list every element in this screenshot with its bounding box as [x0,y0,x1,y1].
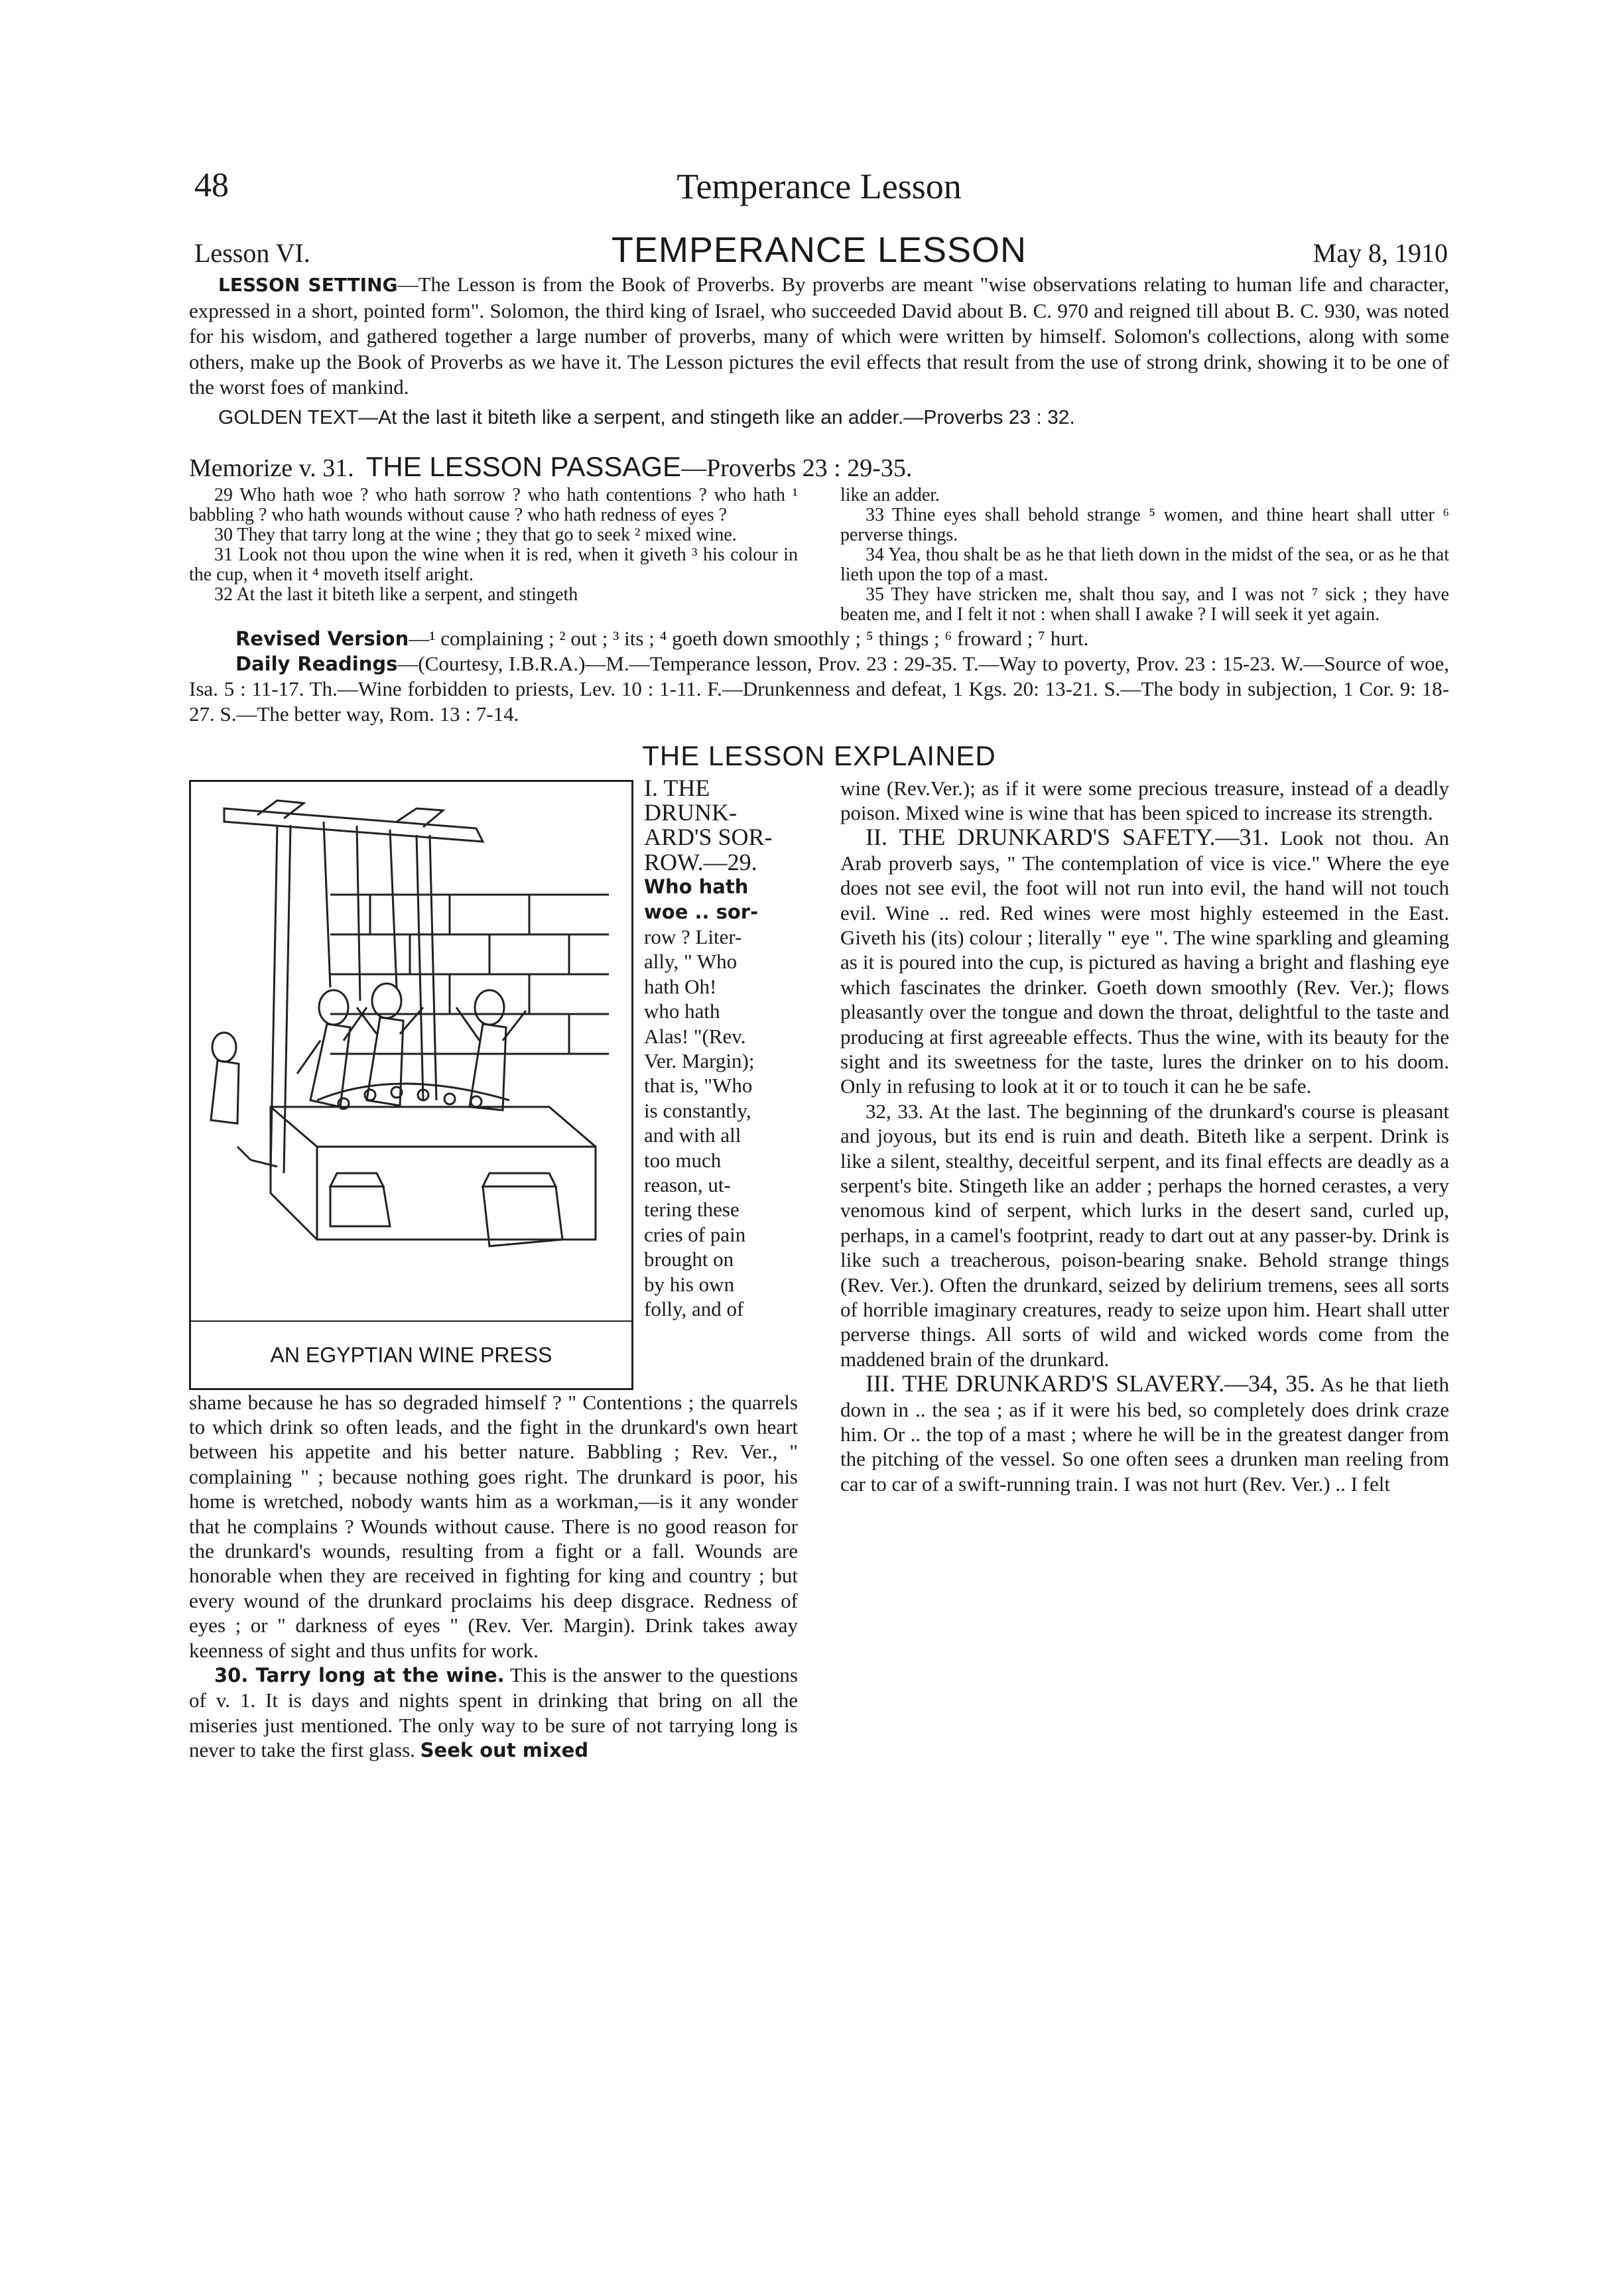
figure-caption: AN EGYPTIAN WINE PRESS [191,1320,631,1388]
verse-30-label: 30. Tarry long at the wine. [214,1663,505,1687]
section-1-line: too much [644,1148,722,1172]
verse-35: 35 They have stricken me, shalt thou say, and I was not ⁷ sick ; they have beaten me, and I felt it not : when shall I awake ? I will seek it yet again. [840,584,1449,625]
golden-text: GOLDEN TEXT—At the last it biteth like a serpent, and stingeth like an adder.—Proverbs 23 : 32. [218,406,1075,428]
section-1-line: row ? Liter- [644,925,742,948]
section-1-line: Alas! "(Rev. [644,1024,746,1048]
section-1-line: tering these [644,1198,740,1222]
explanation-left-column [189,776,798,1763]
section-1-line: who hath [644,999,720,1023]
section-1-line: ARD'S SOR- [644,824,773,851]
verse-34: 34 Yea, thou shalt be as he that lieth down in the midst of the sea, or as he that lieth upon the top of a mast. [840,544,1449,585]
lesson-title: TEMPERANCE LESSON [611,230,1027,270]
section-2 [840,825,1449,1098]
section-2-heading: II. THE DRUNKARD'S SAFETY.—31. [866,824,1269,851]
daily-readings-text: —(Courtesy, I.B.R.A.)—M.—Temperance lesson, Prov. 23 : 29-35. T.—Way to poverty, Prov. 23 : 15-23. W.—Source of woe, Isa. 5 : 11-17. Th.—Wine forbidden to priests, Lev. 10 : 1-11. F.—Drunkenness and defeat, 1 Kgs. 20: 13-21. S.—The body in subjection, 1 Cor. 9: 18-27. S.—The better way, Rom. 13 : 7-14. [189,651,1449,726]
revised-version-text: —¹ complaining ; ² out ; ³ its ; ⁴ goeth down smoothly ; ⁵ things ; ⁶ froward ; ⁷ hurt. [409,626,1089,650]
passage-heading [189,451,1449,481]
explanation-right-column [840,776,1449,1763]
verse-32-continued: like an adder. [840,484,940,505]
figure-and-intro [189,776,798,1390]
section-3-text: As he that lieth down in .. the sea ; as if it were his bed, so completely does drink craze him. Or .. the top of a mast ; where he will be in the greatest danger from the pitching of the vessel. So one often sees a drunken man reeling from car to car of a swift-running train. I was not hurt (Rev. Ver.) .. I felt [840,1373,1449,1496]
wine-press-illustration [198,789,626,1319]
section-1-line: Who hath [644,875,749,899]
verses-right-column [840,485,1449,625]
verse-30-tail: Seek out mixed [420,1739,589,1762]
section-1-line: ROW.—29. [644,848,757,875]
section-1-intro [644,776,798,1390]
section-1-line: folly, and of [644,1297,744,1321]
revised-version-label: Revised Version [235,627,409,650]
wine-press-figure [189,780,633,1390]
section-1-line: I. THE [644,774,710,801]
section-1-line: DRUNK- [644,798,737,826]
verse-30: 30 They that tarry long at the wine ; they that go to seek ² mixed wine. [214,524,737,545]
section-1-line: by his own [644,1272,735,1296]
lesson-setting [189,272,1449,401]
page-number: 48 [194,166,229,204]
lesson-setting-text: —The Lesson is from the Book of Proverbs. By proverbs are meant "wise observations relating to human life and character, expressed in a short, pointed form". Solomon, the third king of Israel, who succeeded David about B. C. 970 and reigned till about B. C. 930, was noted for his wisdom, and gathered together a large number of proverbs, many of which were written by himself. Solomon's collections, along with some others, make up the Book of Proverbs as we have it. The Lesson pictures the evil effects that result from the use of strong drink, showing it to be one of the worst foes of mankind. [189,273,1449,399]
section-1-line: cries of pain [644,1222,746,1246]
section-1-line: and with all [644,1123,741,1147]
section-1-line: ally, " Who [644,950,738,974]
lesson-line [189,224,1449,271]
section-1-line: is constantly, [644,1098,751,1122]
passage-title: THE LESSON PASSAGE [365,450,682,482]
mixed-wine-note: wine (Rev.Ver.); as if it were some precious treasure, instead of a deadly poison. Mixed wine is wine that has been spiced to increase its strength. [840,776,1449,824]
passage-notes [189,626,1449,727]
page-header [189,159,1449,219]
section-1-line: reason, ut- [644,1173,731,1196]
section-2-text: Look not thou. An Arab proverb says, " The contemplation of vice is vice." Where the eye does not see evil, the foot will not run into evil, the hand will not touch evil. Wine .. red. Red wines were most highly esteemed in the East. Giveth his (its) colour ; literally " eye ". The wine sparkling and gleaming as it is poured into the cup, is pictured as having a bright and flashing eye which fascinates the drinker. Goeth down smoothly (Rev. Ver.); flows pleasantly over the tongue and down the throat, delightful to the taste and producing at first agreeable effects. Thus the wine, with its beauty for the sight and its sweetness for the taste, lures the drinker on to his doom. Only in refusing to look at it or to touch it can he be safe. [840,826,1450,1098]
daily-readings-note [189,651,1449,727]
explanation-columns [189,776,1449,1763]
section-1-line: Ver. Margin); [644,1049,755,1072]
verse-30-note [189,1663,798,1763]
verse-31: 31 Look not thou upon the wine when it is red, when it giveth ³ his colour in the cup, when it ⁴ moveth itself aright. [189,544,798,585]
verse-32-33-note: 32, 33. At the last. The beginning of the drunkard's course is pleasant and joyous, but its end is ruin and death. Biteth like a serpent. Drink is like a silent, stealthy, deceitful serpent, and its final effects are deadly as a serpent's bite. Stingeth like an adder ; perhaps the horned cerastes, a very venomous kind of serpent, which lurks in the desert sand, curled up, perhaps, in a camel's footprint, ready to dart out at any passer-by. Drink is like such a treacherous, poison-bearing snake. Behold strange things (Rev. Ver.). Often the drunkard, seized by delirium tremens, sees all sorts of horrible imaginary creatures, ready to seize upon him. Heart shall utter perverse things. All sorts of wild and wicked words come from the maddened brain of the drunkard. [840,1099,1449,1371]
verse-30-text: This is the answer to the questions of v. 1. It is days and nights spent in drinking that bring on all the miseries just mentioned. The only way to be sure of not tarrying long is never to take the first glass. [189,1663,798,1762]
running-head: Temperance Lesson [676,166,962,206]
passage-verses [189,485,1449,625]
lesson-number: Lesson VI. [194,238,310,268]
lesson-explained-title: THE LESSON EXPLAINED [642,739,996,771]
section-1-continued: shame because he has so degraded himself ? " Contentions ; the quarrels to which drink so often leads, and the fight in the drunkard's own heart between his appetite and his better nature. Babbling ; Rev. Ver., " complaining " ; because nothing goes right. The drunkard is poor, his home is wretched, nobody wants him as a workman,—is it any wonder that he complains ? Wounds without cause. There is no good reason for the drunkard's wounds, resulting from a fight or a fall. Wounds are honorable when they are received in fighting for king and country ; but every wound of the drunkard proclaims his deep disgrace. Redness of eyes ; or " darkness of eyes " (Rev. Ver. Margin). Drink takes away keenness of sight and thus unfits for work. [189,1390,798,1662]
revised-version-note [189,626,1449,651]
memorize-verse: Memorize v. 31. [189,454,354,482]
section-1-line: hath Oh! [644,974,717,998]
verse-33: 33 Thine eyes shall behold strange ⁵ women, and thine heart shall utter ⁶ perverse things. [840,504,1449,545]
section-1-line: that is, "Who [644,1074,753,1098]
lesson-date: May 8, 1910 [1313,238,1448,268]
daily-readings-label: Daily Readings [235,652,398,675]
section-1-line: woe .. sor- [644,900,759,923]
page [189,159,1449,2235]
section-3 [840,1371,1449,1496]
verse-32: 32 At the last it biteth like a serpent, and stingeth [214,584,578,605]
passage-reference: —Proverbs 23 : 29-35. [681,454,913,482]
lesson-setting-label: LESSON SETTING [218,274,398,296]
verses-left-column [189,485,798,625]
section-3-heading: III. THE DRUNKARD'S SLAVERY.—34, 35. [866,1370,1315,1397]
section-1-line: brought on [644,1247,734,1271]
verse-29: 29 Who hath woe ? who hath sorrow ? who hath contentions ? who hath ¹ babbling ? who hath wounds without cause ? who hath redness of eyes ? [189,484,798,525]
